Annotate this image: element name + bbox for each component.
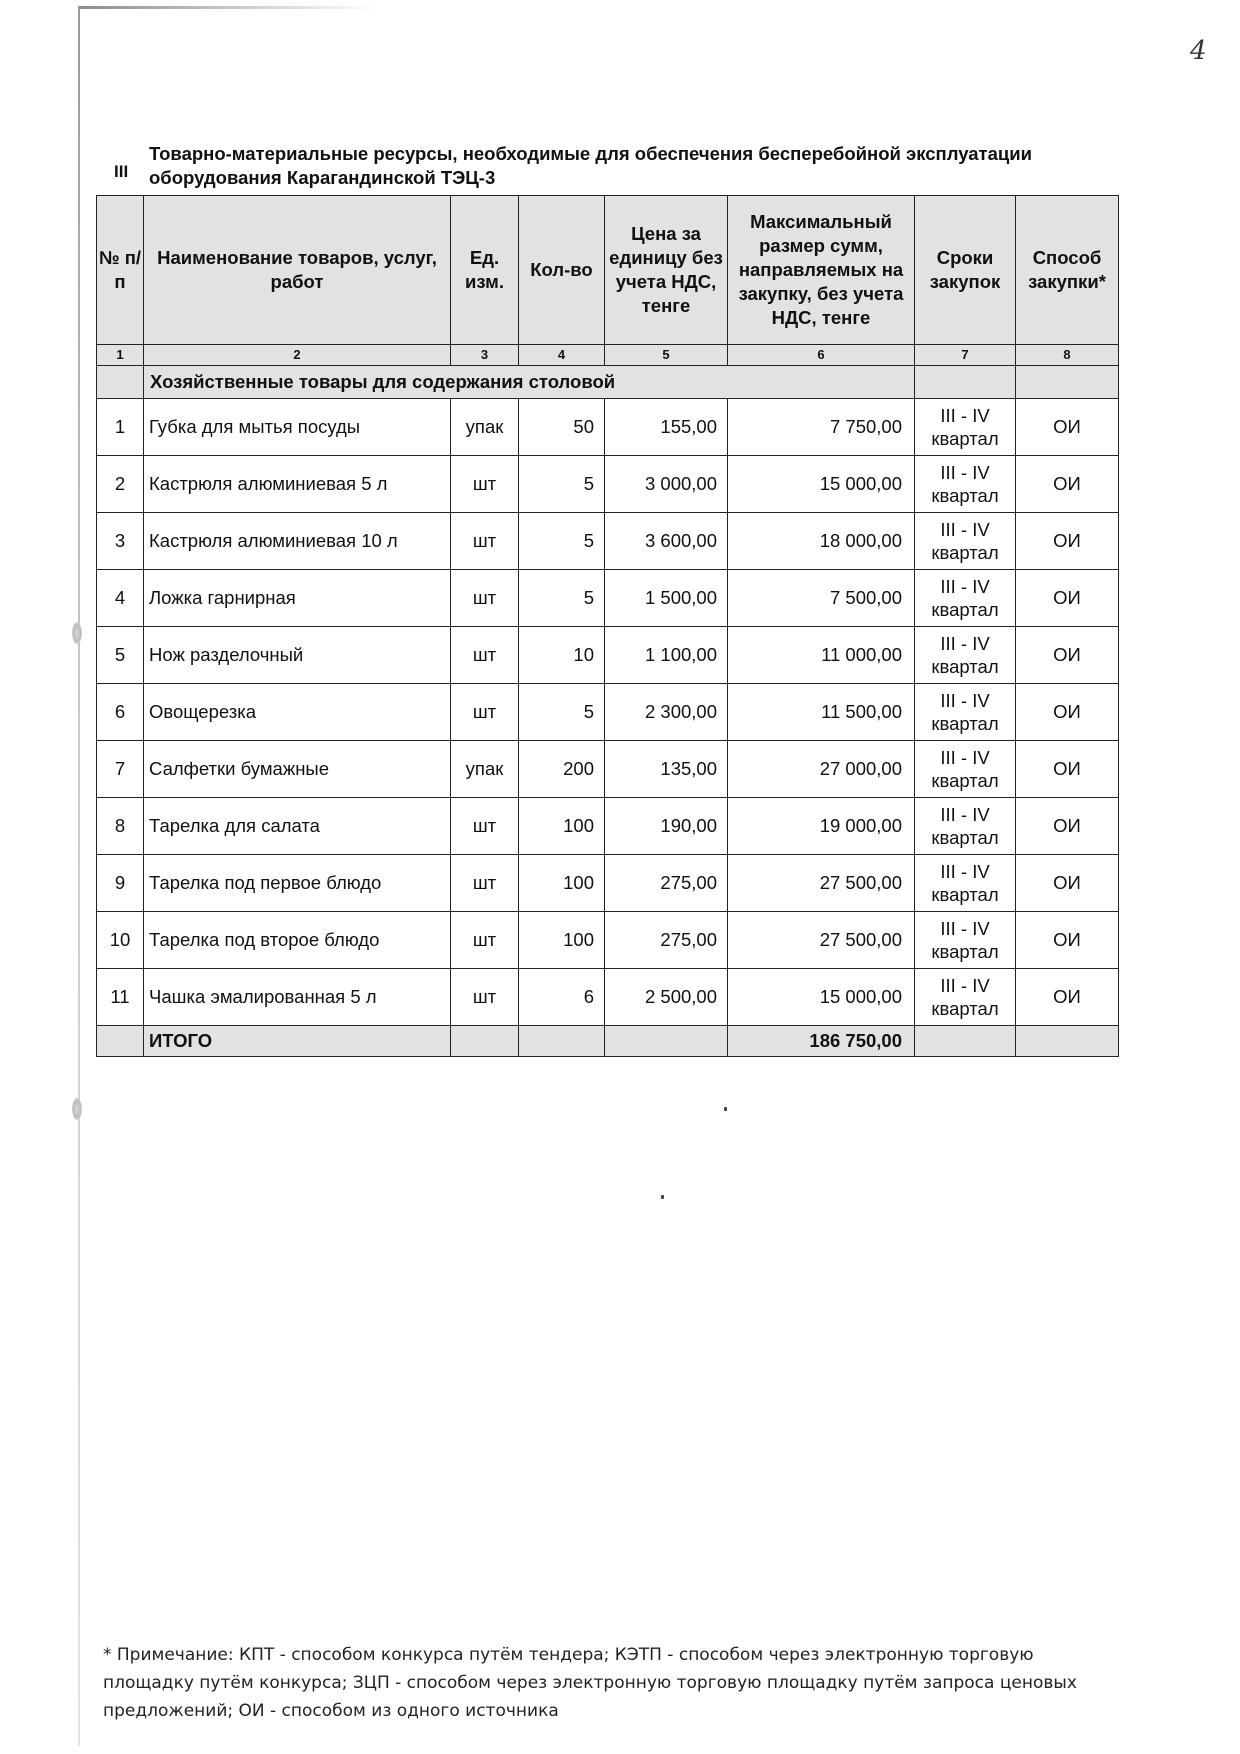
total-blank-cell xyxy=(605,1026,728,1057)
column-number: 8 xyxy=(1016,345,1119,366)
row-number: 9 xyxy=(97,855,144,912)
column-number: 6 xyxy=(728,345,915,366)
procurement-method-cell: ОИ xyxy=(1016,456,1119,513)
footnote: * Примечание: КПТ - способом конкурса путём тендера; КЭТП - способом через электронную торговую площадку путём конкурса; ЗЦП - способом через электронную торговую площадку путём запроса ценовых предложений; ОИ - способом из одного источника xyxy=(103,1645,1077,1721)
unit-cell: упак xyxy=(451,741,519,798)
procurement-method-cell: ОИ xyxy=(1016,399,1119,456)
punch-hole-mark xyxy=(72,1098,82,1120)
table-row xyxy=(97,741,1119,798)
period-unit: квартал xyxy=(931,656,999,677)
procurement-method-cell: ОИ xyxy=(1016,627,1119,684)
quantity-cell: 5 xyxy=(519,570,605,627)
column-number: 4 xyxy=(519,345,605,366)
procurement-period-cell xyxy=(915,627,1016,684)
table-row xyxy=(97,456,1119,513)
unit-price-cell: 2 300,00 xyxy=(605,684,728,741)
table-row xyxy=(97,570,1119,627)
unit-price-cell: 3 600,00 xyxy=(605,513,728,570)
quantity-cell: 100 xyxy=(519,798,605,855)
period-unit: квартал xyxy=(931,485,999,506)
procurement-method-cell: ОИ xyxy=(1016,912,1119,969)
item-name: Салфетки бумажные xyxy=(144,741,451,798)
row-number: 5 xyxy=(97,627,144,684)
header-cell: Кол-во xyxy=(519,196,605,345)
item-name: Овощерезка xyxy=(144,684,451,741)
quantity-cell: 5 xyxy=(519,513,605,570)
scan-edge-left xyxy=(78,6,80,1746)
period-quarters: III - IV xyxy=(940,861,990,882)
total-sum: 186 750,00 xyxy=(728,1026,915,1057)
procurement-period-cell xyxy=(915,912,1016,969)
item-name: Чашка эмалированная 5 л xyxy=(144,969,451,1026)
max-sum-cell: 11 500,00 xyxy=(728,684,915,741)
quantity-cell: 100 xyxy=(519,855,605,912)
table-row xyxy=(97,684,1119,741)
procurement-period-cell xyxy=(915,513,1016,570)
row-number: 4 xyxy=(97,570,144,627)
total-label: ИТОГО xyxy=(144,1026,451,1057)
scan-edge-top xyxy=(78,6,378,9)
table-row xyxy=(97,513,1119,570)
column-number: 2 xyxy=(144,345,451,366)
quantity-cell: 10 xyxy=(519,627,605,684)
period-unit: квартал xyxy=(931,428,999,449)
header-cell: Наименование товаров, услуг, работ xyxy=(144,196,451,345)
row-number: 7 xyxy=(97,741,144,798)
procurement-method-cell: ОИ xyxy=(1016,570,1119,627)
unit-cell: шт xyxy=(451,513,519,570)
procurement-period-cell xyxy=(915,969,1016,1026)
category-blank-cell xyxy=(1016,366,1119,399)
column-number: 5 xyxy=(605,345,728,366)
table-row xyxy=(97,912,1119,969)
total-row xyxy=(97,1026,1119,1057)
period-unit: квартал xyxy=(931,884,999,905)
period-quarters: III - IV xyxy=(940,975,990,996)
procurement-period-cell xyxy=(915,456,1016,513)
total-blank-cell xyxy=(97,1026,144,1057)
period-unit: квартал xyxy=(931,713,999,734)
unit-cell: шт xyxy=(451,855,519,912)
row-number: 10 xyxy=(97,912,144,969)
row-number: 3 xyxy=(97,513,144,570)
row-number: 8 xyxy=(97,798,144,855)
quantity-cell: 6 xyxy=(519,969,605,1026)
unit-price-cell: 190,00 xyxy=(605,798,728,855)
row-number: 6 xyxy=(97,684,144,741)
section-title: Товарно-материальные ресурсы, необходимые для обеспечения бесперебойной эксплуатации оборудования Карагандинской ТЭЦ-3 xyxy=(149,143,1033,188)
unit-cell: шт xyxy=(451,969,519,1026)
scan-speck xyxy=(661,1195,664,1199)
max-sum-cell: 27 500,00 xyxy=(728,912,915,969)
scan-speck xyxy=(724,1107,727,1111)
unit-cell: шт xyxy=(451,456,519,513)
column-number: 7 xyxy=(915,345,1016,366)
period-unit: квартал xyxy=(931,599,999,620)
punch-hole-mark xyxy=(72,622,82,644)
table-row xyxy=(97,627,1119,684)
unit-price-cell: 3 000,00 xyxy=(605,456,728,513)
header-cell: Максимальный размер сумм, направляемых на закупку, без учета НДС, тенге xyxy=(728,196,915,345)
unit-price-cell: 275,00 xyxy=(605,912,728,969)
quantity-cell: 50 xyxy=(519,399,605,456)
item-name: Тарелка для салата xyxy=(144,798,451,855)
total-blank-cell xyxy=(519,1026,605,1057)
total-blank-cell xyxy=(915,1026,1016,1057)
period-quarters: III - IV xyxy=(940,804,990,825)
category-row xyxy=(97,366,1119,399)
max-sum-cell: 15 000,00 xyxy=(728,969,915,1026)
row-number: 2 xyxy=(97,456,144,513)
unit-cell: упак xyxy=(451,399,519,456)
item-name: Ложка гарнирная xyxy=(144,570,451,627)
table-row xyxy=(97,969,1119,1026)
period-quarters: III - IV xyxy=(940,690,990,711)
column-number: 1 xyxy=(97,345,144,366)
max-sum-cell: 27 500,00 xyxy=(728,855,915,912)
unit-price-cell: 1 500,00 xyxy=(605,570,728,627)
column-number: 3 xyxy=(451,345,519,366)
period-quarters: III - IV xyxy=(940,918,990,939)
unit-price-cell: 2 500,00 xyxy=(605,969,728,1026)
total-blank-cell xyxy=(451,1026,519,1057)
procurement-method-cell: ОИ xyxy=(1016,513,1119,570)
period-unit: квартал xyxy=(931,827,999,848)
period-quarters: III - IV xyxy=(940,747,990,768)
procurement-period-cell xyxy=(915,798,1016,855)
total-blank-cell xyxy=(1016,1026,1119,1057)
table-row xyxy=(97,855,1119,912)
unit-cell: шт xyxy=(451,684,519,741)
header-cell: Сроки закупок xyxy=(915,196,1016,345)
item-name: Кастрюля алюминиевая 5 л xyxy=(144,456,451,513)
procurement-method-cell: ОИ xyxy=(1016,684,1119,741)
max-sum-cell: 15 000,00 xyxy=(728,456,915,513)
procurement-table xyxy=(96,195,1119,1057)
item-name: Тарелка под второе блюдо xyxy=(144,912,451,969)
period-quarters: III - IV xyxy=(940,462,990,483)
category-label: Хозяйственные товары для содержания столовой xyxy=(144,366,915,399)
max-sum-cell: 7 500,00 xyxy=(728,570,915,627)
handwritten-page-number: 4 xyxy=(1190,36,1207,66)
section-number: III xyxy=(114,162,129,181)
unit-price-cell: 155,00 xyxy=(605,399,728,456)
unit-price-cell: 275,00 xyxy=(605,855,728,912)
row-number: 11 xyxy=(97,969,144,1026)
header-cell: Ед. изм. xyxy=(451,196,519,345)
item-name: Губка для мытья посуды xyxy=(144,399,451,456)
table-header-row xyxy=(97,196,1119,345)
unit-cell: шт xyxy=(451,570,519,627)
procurement-period-cell xyxy=(915,855,1016,912)
procurement-period-cell xyxy=(915,741,1016,798)
category-blank-cell xyxy=(915,366,1016,399)
procurement-method-cell: ОИ xyxy=(1016,798,1119,855)
procurement-period-cell xyxy=(915,570,1016,627)
max-sum-cell: 19 000,00 xyxy=(728,798,915,855)
row-number: 1 xyxy=(97,399,144,456)
period-unit: квартал xyxy=(931,542,999,563)
procurement-method-cell: ОИ xyxy=(1016,855,1119,912)
unit-price-cell: 1 100,00 xyxy=(605,627,728,684)
category-blank-cell xyxy=(97,366,144,399)
unit-cell: шт xyxy=(451,798,519,855)
item-name: Нож разделочный xyxy=(144,627,451,684)
period-quarters: III - IV xyxy=(940,519,990,540)
procurement-method-cell: ОИ xyxy=(1016,969,1119,1026)
period-unit: квартал xyxy=(931,770,999,791)
unit-cell: шт xyxy=(451,912,519,969)
max-sum-cell: 27 000,00 xyxy=(728,741,915,798)
unit-cell: шт xyxy=(451,627,519,684)
period-quarters: III - IV xyxy=(940,633,990,654)
procurement-method-cell: ОИ xyxy=(1016,741,1119,798)
period-quarters: III - IV xyxy=(940,405,990,426)
item-name: Тарелка под первое блюдо xyxy=(144,855,451,912)
procurement-period-cell xyxy=(915,684,1016,741)
quantity-cell: 5 xyxy=(519,684,605,741)
max-sum-cell: 18 000,00 xyxy=(728,513,915,570)
header-cell: Способ закупки* xyxy=(1016,196,1119,345)
quantity-cell: 200 xyxy=(519,741,605,798)
table-row xyxy=(97,399,1119,456)
unit-price-cell: 135,00 xyxy=(605,741,728,798)
period-unit: квартал xyxy=(931,941,999,962)
quantity-cell: 100 xyxy=(519,912,605,969)
period-unit: квартал xyxy=(931,998,999,1019)
table-row xyxy=(97,798,1119,855)
quantity-cell: 5 xyxy=(519,456,605,513)
max-sum-cell: 7 750,00 xyxy=(728,399,915,456)
header-cell: Цена за единицу без учета НДС, тенге xyxy=(605,196,728,345)
period-quarters: III - IV xyxy=(940,576,990,597)
column-number-row xyxy=(97,345,1119,366)
header-cell: № п/п xyxy=(97,196,144,345)
max-sum-cell: 11 000,00 xyxy=(728,627,915,684)
procurement-period-cell xyxy=(915,399,1016,456)
table-body xyxy=(97,399,1119,1026)
item-name: Кастрюля алюминиевая 10 л xyxy=(144,513,451,570)
